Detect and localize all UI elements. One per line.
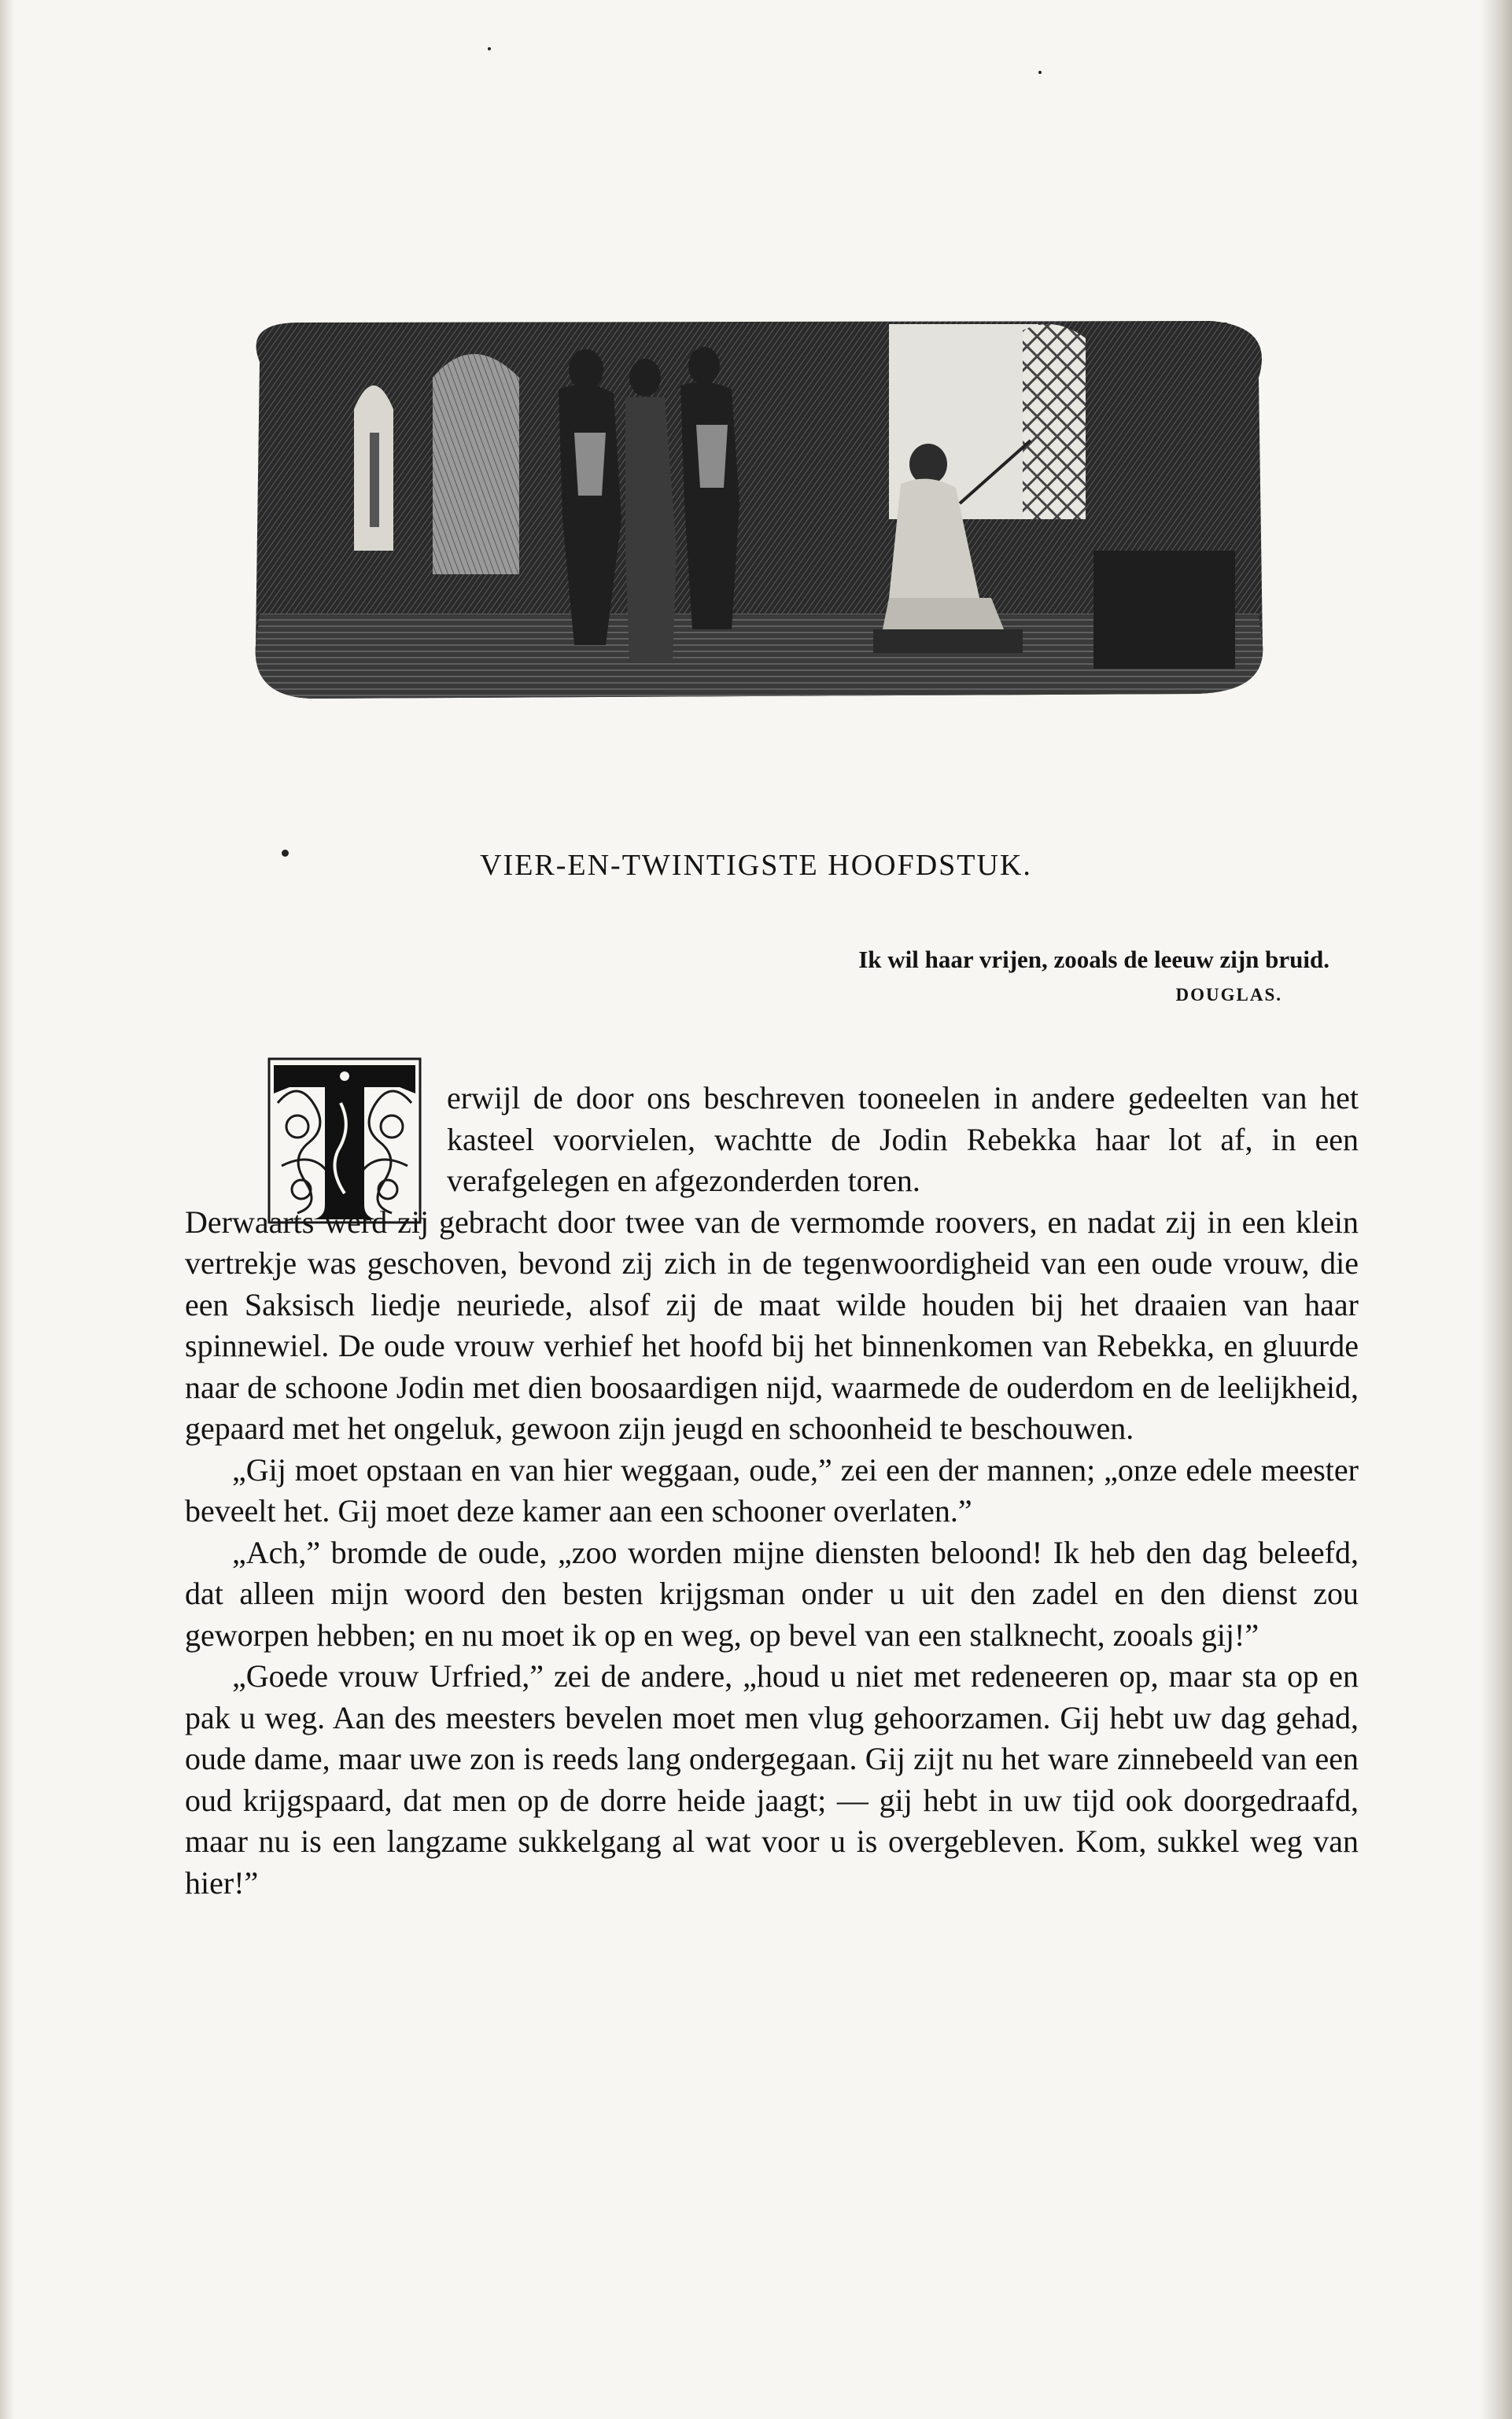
ink-speck	[488, 47, 491, 50]
page-right-edge	[1481, 0, 1512, 2419]
paragraph-1	[185, 1078, 1359, 1450]
engraving-illustration	[236, 315, 1274, 700]
epigraph	[621, 944, 1329, 1005]
paragraph-1-rest: Derwaarts werd zij gebracht door twee van de vermomde roovers, en nadat zij in een klein vertrekje was geschoven, bevond zij zich in de tegenwoordigheid van een oude vrouw, die een Saksisch liedje neuriede, alsof zij de maat wilde houden bij het draaien van haar spinnewiel. De oude vrouw verhief het hoofd bij het binnenkomen van Rebekka, en gluurde naar de schoone Jodin met dien boosaardigen nijd, waarmede de ouderdom en de leelijkheid, gepaard met het ongeluk, gewoon zijn jeugd en schoonheid te beschouwen.	[185, 1204, 1359, 1446]
ink-speck	[282, 850, 289, 857]
epigraph-author: DOUGLAS.	[1175, 985, 1282, 1005]
epigraph-quote: Ik wil haar vrijen, zooals de leeuw zijn bruid.	[858, 946, 1329, 973]
paragraph-4: „Goede vrouw Urfried,” zei de andere, „houd u niet met redeneeren op, maar sta op en pak u weg. Aan des meesters bevelen moet men vlug gehoorzamen. Gij hebt uw dag gehad, oude dame, maar uwe zon is reeds lang ondergegaan. Gij zijt nu het ware zinnebeeld van een oud krijgspaard, dat men op de dorre heide jaagt; — gij hebt in uw tijd ook doorgedraafd, maar nu is een langzame sukkelgang al wat voor u is overgebleven. Kom, sukkel weg van hier!”	[185, 1658, 1359, 1901]
paragraph-3: „Ach,” bromde de oude, „zoo worden mijne diensten beloond! Ik heb den dag beleefd, dat alleen mijn woord den besten krijgsman onder u uit den zadel en den dienst zou geworpen hebben; en nu moet ik op en weg, op bevel van een stalknecht, zooals gij!”	[185, 1534, 1359, 1653]
ink-speck	[1038, 71, 1042, 74]
page-left-edge	[0, 0, 14, 2419]
chapter-title: VIER-EN-TWINTIGSTE HOOFDSTUK.	[480, 849, 1032, 882]
paragraph-1-lead: erwijl de door ons beschreven tooneelen in andere gedeelten van het kasteel voorvielen, wachtte de Jodin Rebekka haar lot af, in een verafgelegen en afgezonderden toren.	[447, 1080, 1359, 1198]
chapter-body	[185, 1078, 1359, 1904]
paragraph-2: „Gij moet opstaan en van hier weggaan, oude,” zei een der mannen; „onze edele meester beveelt het. Gij moet deze kamer aan een schooner overlaten.”	[185, 1451, 1359, 1528]
